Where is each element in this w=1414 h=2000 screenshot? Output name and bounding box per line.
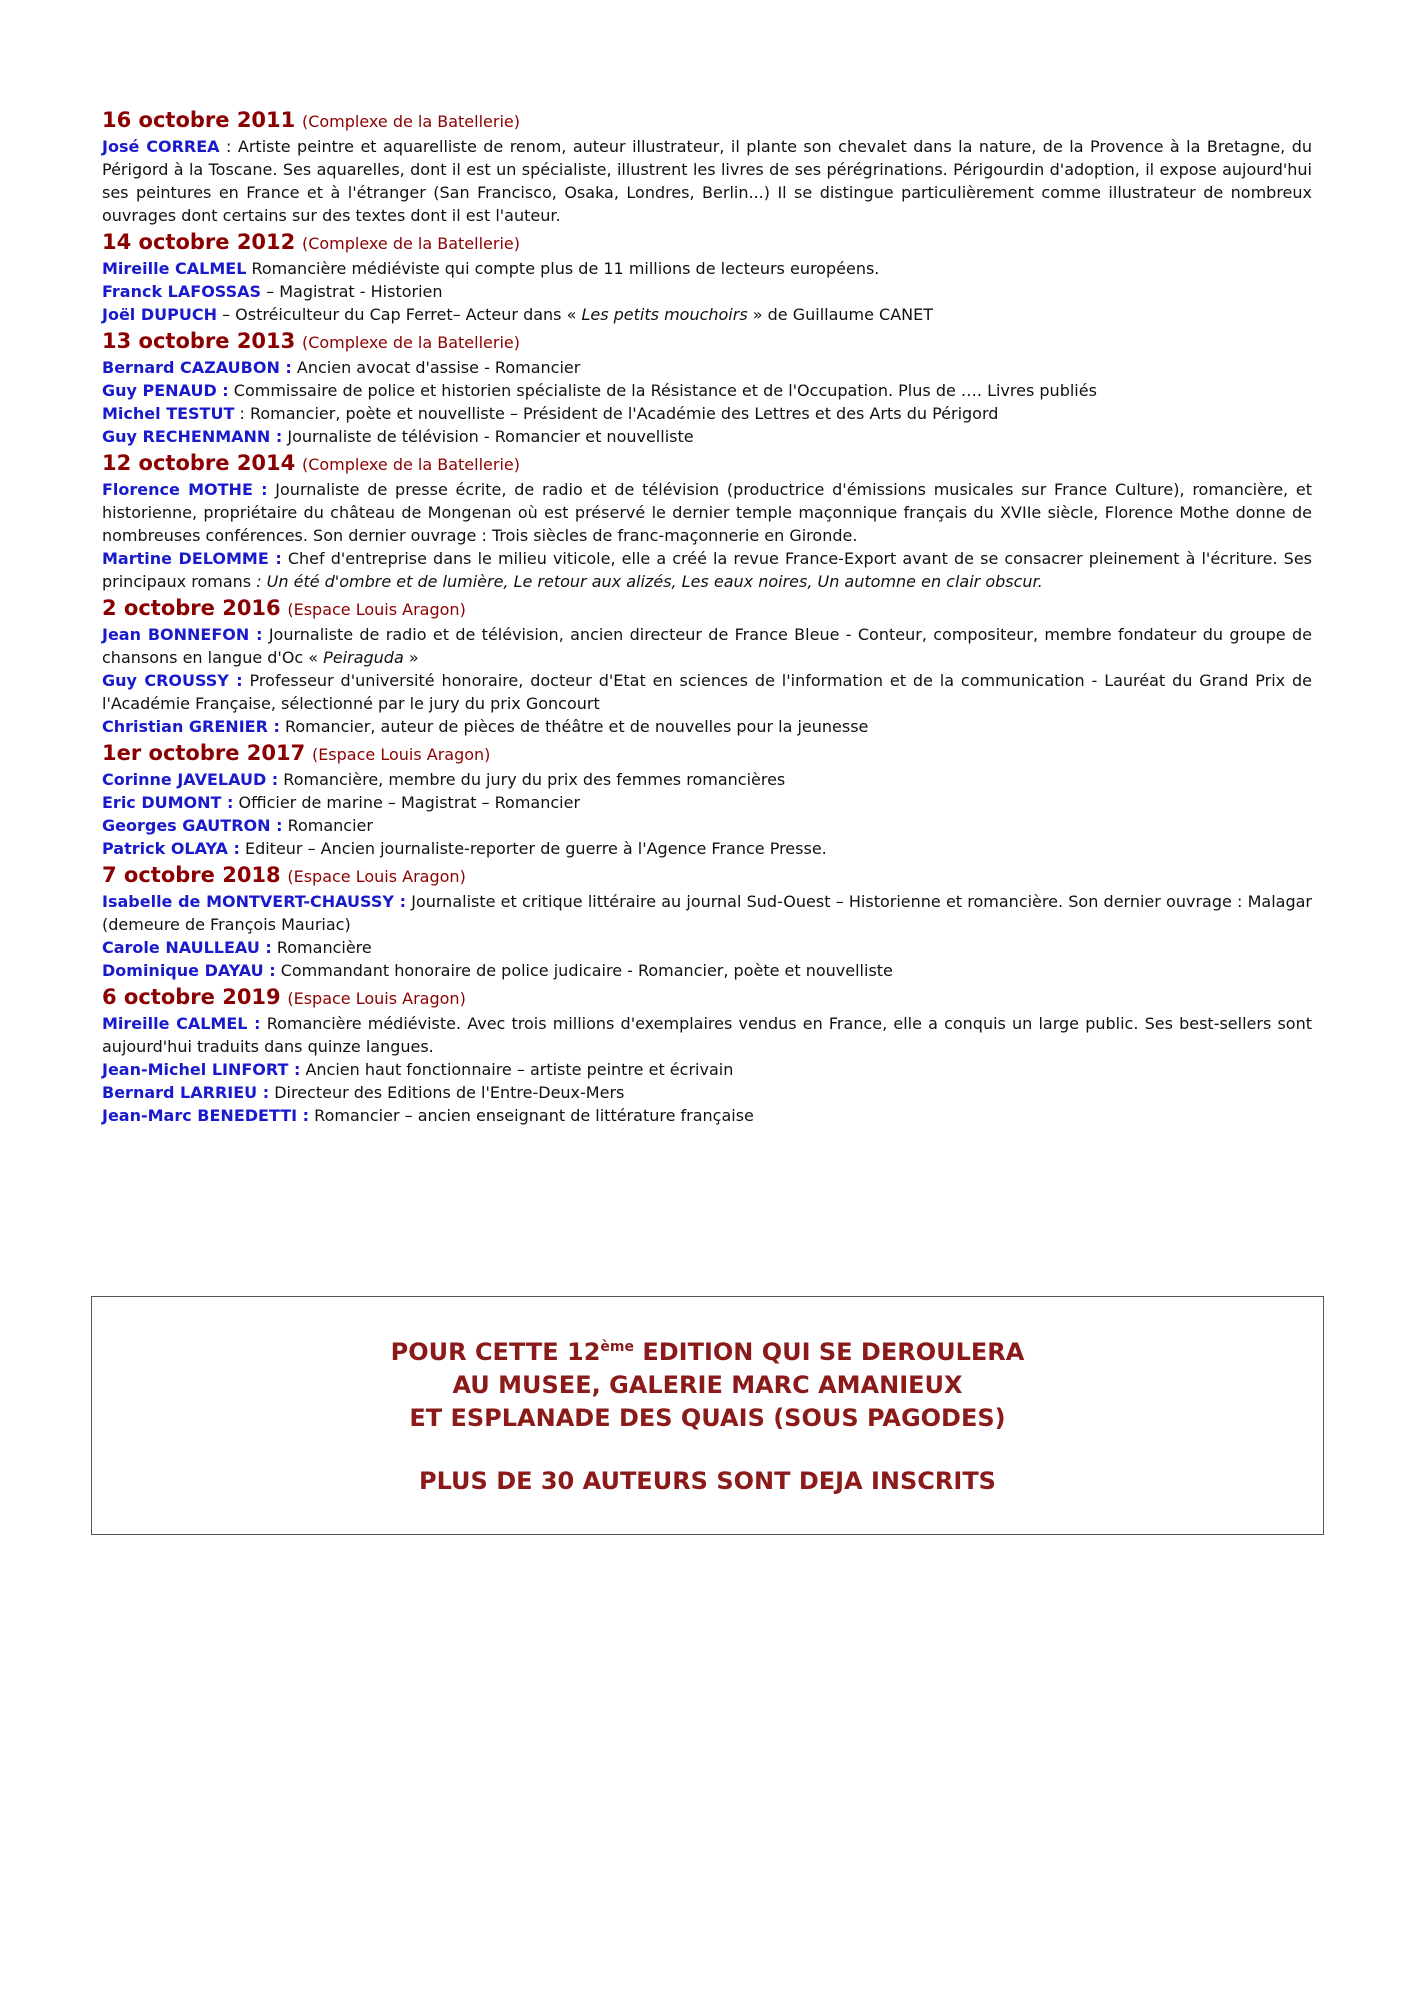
author-name: Guy PENAUD : xyxy=(102,381,229,400)
author-entry xyxy=(102,1104,1312,1127)
author-entry xyxy=(102,837,1312,860)
author-name: Corinne JAVELAUD : xyxy=(102,770,279,789)
edition-venue: (Complexe de la Batellerie) xyxy=(301,333,520,352)
author-name: Franck LAFOSSAS xyxy=(102,282,262,301)
announcement-text: EDITION QUI SE DEROULERA xyxy=(633,1338,1025,1366)
author-entry xyxy=(102,280,1312,303)
author-description: Romancier xyxy=(282,816,373,835)
edition-section xyxy=(102,328,1312,448)
edition-date: 12 octobre 2014 xyxy=(102,451,296,475)
announcement-top-spacer xyxy=(92,1297,1323,1331)
author-entry xyxy=(102,425,1312,448)
edition-section xyxy=(102,984,1312,1127)
edition-section xyxy=(102,229,1312,326)
author-description: Ancien avocat d'assise - Romancier xyxy=(291,358,581,377)
author-description: Romancière, membre du jury du prix des femmes romancières xyxy=(278,770,786,789)
author-description: Journaliste de radio et de télévision, ancien directeur de France Bleue - Conteur, compositeur, membre fondateur du groupe de chansons en langue d'Oc « xyxy=(102,625,1312,667)
edition-heading xyxy=(102,740,1312,768)
author-name: Martine DELOMME : xyxy=(102,549,282,568)
author-name: Christian GRENIER : xyxy=(102,717,280,736)
edition-venue: (Espace Louis Aragon) xyxy=(311,745,491,764)
novel-titles: : Un été d'ombre et de lumière, Le retour aux alizés, Les eaux noires, Un automne en clair obscur. xyxy=(256,572,1043,591)
announcement-gap xyxy=(92,1435,1323,1465)
author-entry xyxy=(102,478,1312,547)
announcement-line-4: PLUS DE 30 AUTEURS SONT DEJA INSCRITS xyxy=(419,1467,996,1495)
author-entry xyxy=(102,959,1312,982)
author-name: Mireille CALMEL : xyxy=(102,1014,261,1033)
announcement-box xyxy=(91,1296,1324,1535)
author-description: Directeur des Editions de l'Entre-Deux-Mers xyxy=(269,1083,625,1102)
announcement-line-3: ET ESPLANADE DES QUAIS (SOUS PAGODES) xyxy=(409,1404,1006,1432)
author-description: Chef d'entreprise dans le milieu viticole, elle a créé la revue France-Export avant de se consacrer pleinement à l'écriture. Ses principaux romans xyxy=(102,549,1312,591)
edition-date: 6 octobre 2019 xyxy=(102,985,281,1009)
author-entry xyxy=(102,402,1312,425)
edition-heading xyxy=(102,450,1312,478)
film-title: Les petits mouchoirs xyxy=(581,305,748,324)
author-description: Officier de marine – Magistrat – Romancier xyxy=(233,793,581,812)
edition-date: 2 octobre 2016 xyxy=(102,596,281,620)
author-description: Romancière médiéviste qui compte plus de 11 millions de lecteurs européens. xyxy=(246,259,880,278)
author-name: Bernard LARRIEU : xyxy=(102,1083,270,1102)
author-description: – Ostréiculteur du Cap Ferret– Acteur dans « xyxy=(216,305,582,324)
author-name: Michel TESTUT xyxy=(102,404,235,423)
announcement-text: POUR CETTE 12 xyxy=(390,1338,601,1366)
author-name: Jean-Marc BENEDETTI : xyxy=(102,1106,310,1125)
edition-heading xyxy=(102,984,1312,1012)
edition-section xyxy=(102,862,1312,982)
edition-venue: (Complexe de la Batellerie) xyxy=(301,234,520,253)
author-entry xyxy=(102,1058,1312,1081)
author-entry xyxy=(102,623,1312,669)
author-description: Journaliste et critique littéraire au journal Sud-Ouest – Historienne et romancière. Son dernier ouvrage : Malagar (demeure de François Mauriac) xyxy=(102,892,1313,934)
author-entry xyxy=(102,1081,1312,1104)
author-entry xyxy=(102,379,1312,402)
edition-venue: (Espace Louis Aragon) xyxy=(287,600,466,619)
author-entry xyxy=(102,791,1312,814)
edition-section xyxy=(102,595,1312,738)
author-description: – Magistrat - Historien xyxy=(261,282,443,301)
edition-heading xyxy=(102,862,1312,890)
edition-heading xyxy=(102,107,1312,135)
author-name: Guy CROUSSY : xyxy=(102,671,243,690)
author-name: Isabelle de MONTVERT-CHAUSSY : xyxy=(102,892,407,911)
author-name: Mireille CALMEL xyxy=(102,259,247,278)
announcement-line-2: AU MUSEE, GALERIE MARC AMANIEUX xyxy=(452,1371,963,1399)
author-entry xyxy=(102,936,1312,959)
edition-venue: (Complexe de la Batellerie) xyxy=(301,455,520,474)
author-description: Ancien haut fonctionnaire – artiste peintre et écrivain xyxy=(300,1060,734,1079)
author-name: Patrick OLAYA : xyxy=(102,839,240,858)
author-list xyxy=(102,105,1312,1127)
author-description-end: » xyxy=(403,648,419,667)
author-entry xyxy=(102,715,1312,738)
announcement-line-1 xyxy=(92,1331,1323,1369)
ordinal-suffix: ème xyxy=(600,1339,634,1355)
edition-date: 7 octobre 2018 xyxy=(102,863,281,887)
author-entry xyxy=(102,1012,1312,1058)
edition-venue: (Espace Louis Aragon) xyxy=(287,867,466,886)
author-name: Florence MOTHE : xyxy=(102,480,268,499)
author-name: Bernard CAZAUBON : xyxy=(102,358,292,377)
edition-date: 14 octobre 2012 xyxy=(102,230,296,254)
author-name: Dominique DAYAU : xyxy=(102,961,276,980)
author-entry xyxy=(102,135,1312,227)
author-entry xyxy=(102,257,1312,280)
author-description: Professeur d'université honoraire, docteur d'Etat en sciences de l'information et de la communication - Lauréat du Grand Prix de l'Académie Française, sélectionné par le jury du prix Goncourt xyxy=(102,671,1313,713)
author-name: Jean-Michel LINFORT : xyxy=(102,1060,301,1079)
edition-venue: (Complexe de la Batellerie) xyxy=(301,112,520,131)
author-entry xyxy=(102,356,1312,379)
author-description: Journaliste de télévision - Romancier et nouvelliste xyxy=(282,427,694,446)
author-description: Romancier – ancien enseignant de littérature française xyxy=(309,1106,754,1125)
author-description: : Romancier, poète et nouvelliste – Président de l'Académie des Lettres et des Arts du Périgord xyxy=(234,404,999,423)
edition-section xyxy=(102,107,1312,227)
author-description: Commissaire de police et historien spécialiste de la Résistance et de l'Occupation. Plus de …. Livres publiés xyxy=(228,381,1097,400)
edition-date: 13 octobre 2013 xyxy=(102,329,296,353)
author-name: Jean BONNEFON : xyxy=(102,625,263,644)
author-name: José CORREA xyxy=(102,137,220,156)
author-description: Romancière médiéviste. Avec trois millions d'exemplaires vendus en France, elle a conquis un large public. Ses best-sellers sont aujourd'hui traduits dans quinze langues. xyxy=(102,1014,1313,1056)
author-description: Romancier, auteur de pièces de théâtre et de nouvelles pour la jeunesse xyxy=(279,717,869,736)
edition-section xyxy=(102,740,1312,860)
author-name: Eric DUMONT : xyxy=(102,793,234,812)
author-name: Guy RECHENMANN : xyxy=(102,427,283,446)
edition-heading xyxy=(102,595,1312,623)
author-entry xyxy=(102,890,1312,936)
author-description: : Artiste peintre et aquarelliste de renom, auteur illustrateur, il plante son chevalet dans la nature, de la Provence à la Bretagne, du Périgord à la Toscane. Ses aquarelles, dont il est un spécialiste, illustrent les livres de ses pérégrinations. Périgourdin d'adoption, il expose aujourd'hui ses peintures en France et à l'étranger (San Francisco, Osaka, Londres, Berlin...) Il se distingue particulièrement comme illustrateur de nombreux ouvrages dont certains sur des textes dont il est l'auteur. xyxy=(102,137,1313,225)
author-description: Journaliste de presse écrite, de radio et de télévision (productrice d'émissions musicales sur France Culture), romancière, et historienne, propriétaire du château de Mongenan où est préservé le dernier temple maçonnique français du XVIIe siècle, Florence Mothe donne de nombreuses conférences. Son dernier ouvrage : Trois siècles de franc-maçonnerie en Gironde. xyxy=(102,480,1313,545)
author-description: Romancière xyxy=(271,938,372,957)
author-entry xyxy=(102,547,1312,593)
edition-heading xyxy=(102,229,1312,257)
author-description-end: » de Guillaume CANET xyxy=(747,305,934,324)
author-name: Carole NAULLEAU : xyxy=(102,938,272,957)
author-name: Georges GAUTRON : xyxy=(102,816,283,835)
author-description: Editeur – Ancien journaliste-reporter de guerre à l'Agence France Presse. xyxy=(239,839,827,858)
author-entry xyxy=(102,814,1312,837)
edition-venue: (Espace Louis Aragon) xyxy=(287,989,466,1008)
group-name: Peiraguda xyxy=(323,648,404,667)
author-name: Joël DUPUCH xyxy=(102,305,217,324)
edition-date: 1er octobre 2017 xyxy=(102,741,306,765)
edition-section xyxy=(102,450,1312,593)
author-entry xyxy=(102,768,1312,791)
edition-heading xyxy=(102,328,1312,356)
author-description: Commandant honoraire de police judicaire - Romancier, poète et nouvelliste xyxy=(275,961,893,980)
edition-date: 16 octobre 2011 xyxy=(102,108,296,132)
author-entry xyxy=(102,303,1312,326)
author-entry xyxy=(102,669,1312,715)
